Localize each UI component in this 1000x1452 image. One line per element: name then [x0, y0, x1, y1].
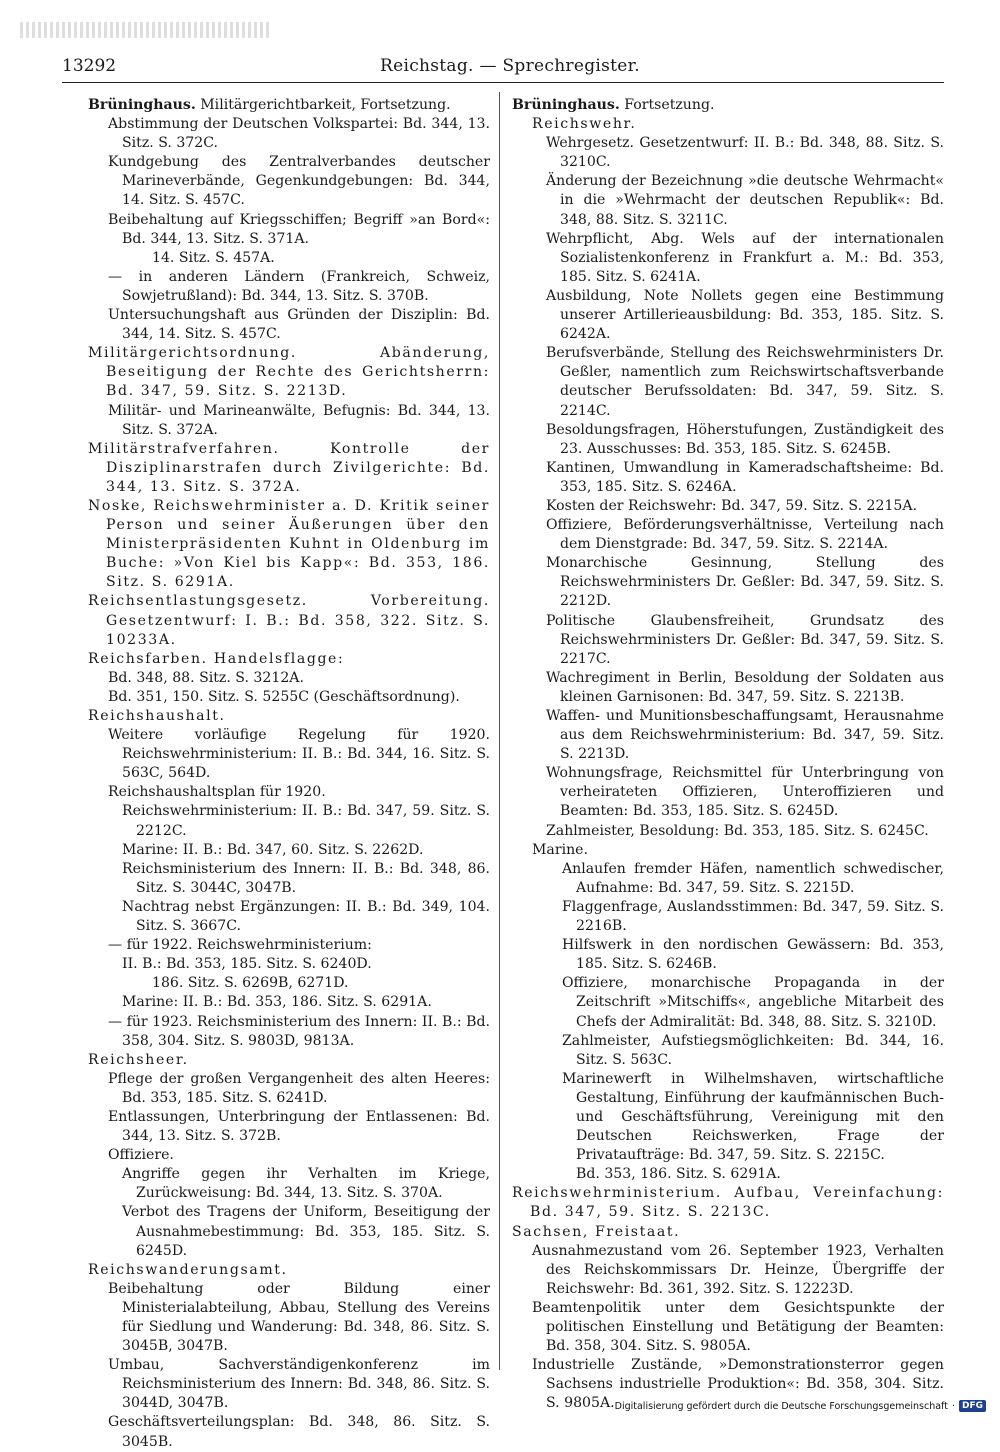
index-entry	[512, 764, 944, 821]
entry-text: Kundgebung des Zentralverbandes deutscher Marineverbände, Gegenkundgebungen: Bd. 344, 14. Sitz. S. 457C.	[108, 154, 490, 209]
entry-text: Reichswanderungsamt.	[88, 1261, 288, 1278]
index-entry	[88, 344, 490, 401]
entry-text: Reichsministerium des Innern: II. B.: Bd. 348, 86. Sitz. S. 3044C, 3047B.	[122, 860, 490, 896]
entry-text: Reichsheer.	[88, 1051, 189, 1068]
index-entry	[88, 96, 490, 115]
index-entry	[88, 440, 490, 497]
entry-text: Politische Glaubensfreiheit, Grundsatz des Reichswehrministers Dr. Geßler: Bd. 347, 59. Sitz. S. 2217C.	[546, 612, 944, 667]
entry-text: II. B.: Bd. 353, 185. Sitz. S. 6240D.	[122, 956, 372, 973]
entry-text: Bd. 351, 150. Sitz. S. 5255C (Geschäftsordnung).	[108, 688, 460, 705]
index-entry	[512, 344, 944, 420]
entry-text: Beibehaltung auf Kriegsschiffen; Begriff »an Bord«: Bd. 344, 13. Sitz. S. 371A.	[108, 211, 490, 247]
index-entry	[512, 459, 944, 497]
entry-text: Abstimmung der Deutschen Volkspartei: Bd. 344, 13. Sitz. S. 372C.	[108, 116, 490, 152]
entry-text: — in anderen Ländern (Frankreich, Schweiz, Sowjetrußland): Bd. 344, 13. Sitz. S. 370B.	[108, 268, 490, 304]
entry-head-name: Brüninghaus.	[88, 97, 196, 113]
index-entry	[88, 592, 490, 649]
index-entry	[88, 974, 490, 993]
entry-text: Weitere vorläufige Regelung für 1920. Reichswehrministerium: II. B.: Bd. 344, 16. Sitz. S. 563C, 564D.	[108, 727, 490, 782]
scan-artifact	[20, 22, 270, 38]
entry-text: Ausnahmezustand vom 26. September 1923, Verhalten des Reichskommissars Dr. Heinze, Übergriffe der Reichswehr: Bd. 361, 392. Sitz. S. 12223D.	[532, 1242, 944, 1297]
entry-text: Besoldungsfragen, Höherstufungen, Zuständigkeit des 23. Ausschusses: Bd. 353, 185. Sitz. S. 6245B.	[546, 421, 944, 457]
entry-text: Untersuchungshaft aus Gründen der Disziplin: Bd. 344, 14. Sitz. S. 457C.	[108, 307, 490, 343]
footer-text: Digitalisierung gefördert durch die Deutsche Forschungsgemeinschaft	[614, 1400, 948, 1412]
dfg-logo: DFG	[959, 1400, 986, 1412]
index-entry	[88, 898, 490, 936]
entry-text: — für 1923. Reichsministerium des Innern: II. B.: Bd. 358, 304. Sitz. S. 9803D, 9813A.	[108, 1013, 490, 1049]
index-entry	[88, 115, 490, 153]
entry-text: Berufsverbände, Stellung des Reichswehrministers Dr. Geßler, namentlich zum Reichswirtschaftsverbande deutscher Berufssoldaten: Bd. 347, 59. Sitz. S. 2214C.	[546, 345, 944, 419]
entry-text: Militärgerichtsordnung. Abänderung, Beseitigung der Rechte des Gerichtsherrn: Bd. 347, 59. Sitz. S. 2213D.	[88, 345, 490, 400]
entry-text: Offiziere, monarchische Propaganda in der Zeitschrift »Mitschiffs«, angebliche Mitarbeit des Chefs der Admiralität: Bd. 348, 88. Sitz. S. 3210D.	[562, 975, 944, 1030]
entry-text: Verbot des Tragens der Uniform, Beseitigung der Ausnahmebestimmung: Bd. 353, 185. Sitz. S. 6245D.	[122, 1204, 490, 1259]
entry-text: Reichswehrministerium: II. B.: Bd. 347, 59. Sitz. S. 2212C.	[122, 803, 490, 839]
entry-text: Reichswehrministerium. Aufbau, Vereinfachung: Bd. 347, 59. Sitz. S. 2213C.	[512, 1185, 944, 1221]
entry-text: Beibehaltung oder Bildung einer Ministerialabteilung, Abbau, Stellung des Vereins für Siedlung und Wanderung: Bd. 348, 86. Sitz. S. 3045B, 3047B.	[108, 1280, 490, 1355]
index-entry	[88, 1261, 490, 1280]
entry-text: Kantinen, Umwandlung in Kameradschaftsheime: Bd. 353, 185. Sitz. S. 6246A.	[546, 459, 944, 495]
entry-text: Marine: II. B.: Bd. 347, 60. Sitz. S. 2262D.	[122, 841, 424, 858]
index-entry	[512, 1165, 944, 1184]
index-entry	[88, 268, 490, 306]
entry-text: Militärgerichtbarkeit, Fortsetzung.	[200, 97, 451, 113]
right-column	[512, 96, 944, 1413]
entry-text: Geschäftsverteilungsplan: Bd. 348, 86. Sitz. S. 3045B.	[108, 1414, 490, 1450]
index-entry	[512, 134, 944, 172]
index-entry	[88, 1108, 490, 1146]
entry-text: Offiziere, Beförderungsverhältnisse, Verteilung nach dem Dienstgrade: Bd. 347, 59. Sitz. S. 2214A.	[546, 517, 944, 553]
index-entry	[512, 612, 944, 669]
entry-text: Entlassungen, Unterbringung der Entlassenen: Bd. 344, 13. Sitz. S. 372B.	[108, 1108, 490, 1145]
entry-text: 186. Sitz. S. 6269B, 6271D.	[152, 975, 349, 992]
index-entry	[512, 898, 944, 936]
index-entry	[88, 802, 490, 840]
entry-text: Sachsen, Freistaat.	[512, 1223, 681, 1240]
entry-text: Noske, Reichswehrminister a. D. Kritik seiner Person und seiner Äußerungen über den Ministerpräsidenten Kuhnt in Oldenburg im Buche: »Von Kiel bis Kapp«: Bd. 353, 186. Sitz. S. 6291A.	[88, 497, 490, 591]
index-entry	[88, 1356, 490, 1413]
index-entry	[512, 936, 944, 974]
column-divider	[499, 92, 500, 1370]
index-entry	[88, 726, 490, 783]
index-entry	[512, 974, 944, 1031]
footer-separator: ·	[951, 1400, 955, 1412]
index-entry	[88, 936, 490, 955]
index-entry	[512, 1223, 944, 1242]
index-entry	[88, 1013, 490, 1051]
entry-text: Wohnungsfrage, Reichsmittel für Unterbringung von verheirateten Offizieren, Unteroffizieren und Beamten: Bd. 353, 185. Sitz. S. 6245D.	[546, 765, 944, 820]
index-entry	[88, 1165, 490, 1203]
index-entry	[88, 707, 490, 726]
entry-text: — für 1922. Reichswehrministerium:	[108, 937, 372, 954]
index-entry	[512, 860, 944, 898]
index-entry	[88, 1051, 490, 1070]
index-entry	[512, 669, 944, 707]
entry-text: Marine.	[532, 841, 588, 858]
running-title: Reichstag. — Sprechregister.	[380, 56, 640, 76]
entry-text: Waffen- und Munitionsbeschaffungsamt, Herausnahme aus dem Reichswehrministerium: Bd. 347, 59. Sitz. S. 2213D.	[546, 708, 944, 763]
index-entry	[512, 1242, 944, 1299]
entry-text: Industrielle Zustände, »Demonstrationsterror gegen Sachsens industrielle Produktion«: Bd. 358, 304. Sitz. S. 9805A.	[532, 1357, 944, 1412]
entry-text: Wachregiment in Berlin, Besoldung der Soldaten aus kleinen Garnisonen: Bd. 347, 59. Sitz. S. 2213B.	[546, 669, 944, 705]
entry-text: Reichswehr.	[532, 116, 637, 133]
index-entry	[512, 172, 944, 229]
page-header	[62, 56, 944, 83]
entry-text: Reichsfarben. Handelsflagge:	[88, 650, 345, 667]
entry-text: Pflege der großen Vergangenheit des alten Heeres: Bd. 353, 185. Sitz. S. 6241D.	[108, 1070, 490, 1106]
page-number: 13292	[62, 56, 117, 76]
index-entry	[88, 1146, 490, 1165]
index-entry	[512, 1070, 944, 1165]
entry-text: Hilfswerk in den nordischen Gewässern: Bd. 353, 185. Sitz. S. 6246B.	[562, 937, 944, 973]
index-entry	[88, 955, 490, 974]
index-entry	[88, 1203, 490, 1260]
entry-text: Nachtrag nebst Ergänzungen: II. B.: Bd. 349, 104. Sitz. S. 3667C.	[122, 898, 490, 935]
entry-text: Flaggenfrage, Auslandsstimmen: Bd. 347, 59. Sitz. S. 2216B.	[562, 898, 944, 935]
entry-text: 14. Sitz. S. 457A.	[152, 249, 275, 266]
index-entry	[88, 783, 490, 802]
entry-text: Umbau, Sachverständigenkonferenz im Reichsministerium des Innern: Bd. 348, 86. Sitz. S. 3044D, 3047B.	[108, 1357, 490, 1412]
entry-text: Fortsetzung.	[624, 97, 715, 113]
index-entry	[88, 211, 490, 249]
index-entry	[88, 153, 490, 210]
index-entry	[88, 688, 490, 707]
entry-text: Ausbildung, Note Nollets gegen eine Bestimmung unserer Artillerieausbildung: Bd. 353, 185. Sitz. S. 6242A.	[546, 287, 944, 343]
index-entry	[512, 287, 944, 344]
index-entry	[512, 516, 944, 554]
entry-text: Reichshaushalt.	[88, 708, 226, 724]
index-entry	[88, 1070, 490, 1108]
entry-text: Reichshaushaltsplan für 1920.	[108, 784, 326, 801]
index-entry	[88, 860, 490, 898]
index-entry	[88, 841, 490, 860]
index-entry	[88, 249, 490, 268]
index-entry	[512, 1184, 944, 1222]
index-entry	[88, 993, 490, 1012]
index-entry	[512, 554, 944, 611]
index-entry	[512, 707, 944, 764]
entry-text: Bd. 348, 88. Sitz. S. 3212A.	[108, 669, 304, 686]
footer	[615, 1400, 986, 1412]
index-entry	[512, 1032, 944, 1070]
entry-text: Zahlmeister, Besoldung: Bd. 353, 185. Sitz. S. 6245C.	[546, 822, 929, 839]
entry-text: Beamtenpolitik unter dem Gesichtspunkte der politischen Einstellung und Betätigung der Beamten: Bd. 358, 304. Sitz. S. 9805A.	[532, 1299, 944, 1355]
index-entry	[88, 1413, 490, 1451]
entry-text: Wehrpflicht, Abg. Wels auf der internationalen Sozialistenkonferenz in Frankfurt a. M.: Bd. 353, 185. Sitz. S. 6241A.	[546, 230, 944, 285]
index-entry	[512, 96, 944, 115]
index-entry	[88, 497, 490, 592]
entry-text: Offiziere.	[108, 1147, 174, 1164]
index-entry	[512, 230, 944, 287]
entry-text: Marine: II. B.: Bd. 353, 186. Sitz. S. 6291A.	[122, 994, 432, 1011]
left-column	[88, 96, 490, 1452]
entry-text: Marinewerft in Wilhelmshaven, wirtschaftliche Gestaltung, Einführung der kaufmännischen Buch- und Geschäftsführung, Vereinigung mit den Deutschen Reichswerken, Frage der Privataufträge: Bd. 347, 59. Sitz. S. 2215C.	[562, 1070, 944, 1164]
index-entry	[88, 402, 490, 440]
entry-text: Zahlmeister, Aufstiegsmöglichkeiten: Bd. 344, 16. Sitz. S. 563C.	[562, 1032, 944, 1068]
index-entry	[512, 497, 944, 516]
index-entry	[512, 822, 944, 841]
index-entry	[88, 650, 490, 669]
entry-text: Wehrgesetz. Gesetzentwurf: II. B.: Bd. 348, 88. Sitz. S. 3210C.	[546, 135, 944, 171]
index-entry	[512, 115, 944, 134]
entry-text: Bd. 353, 186. Sitz. S. 6291A.	[576, 1166, 781, 1183]
entry-text: Militär- und Marineanwälte, Befugnis: Bd. 344, 13. Sitz. S. 372A.	[108, 402, 490, 438]
entry-text: Angriffe gegen ihr Verhalten im Kriege, Zurückweisung: Bd. 344, 13. Sitz. S. 370A.	[122, 1166, 490, 1202]
index-entry	[88, 669, 490, 688]
index-entry	[88, 306, 490, 344]
entry-text: Kosten der Reichswehr: Bd. 347, 59. Sitz. S. 2215A.	[546, 497, 918, 514]
entry-text: Monarchische Gesinnung, Stellung des Reichswehrministers Dr. Geßler: Bd. 347, 59. Sitz. S. 2212D.	[546, 555, 944, 610]
entry-head-name: Brüninghaus.	[512, 97, 620, 113]
entry-text: Reichsentlastungsgesetz. Vorbereitung. Gesetzentwurf: I. B.: Bd. 358, 322. Sitz. S. 10233A.	[88, 593, 490, 648]
entry-text: Änderung der Bezeichnung »die deutsche Wehrmacht« in die »Wehrmacht der deutschen Republik«: Bd. 348, 88. Sitz. S. 3211C.	[546, 173, 944, 228]
index-entry	[512, 841, 944, 860]
index-entry	[88, 1280, 490, 1356]
entry-text: Anlaufen fremder Häfen, namentlich schwedischer, Aufnahme: Bd. 347, 59. Sitz. S. 2215D.	[562, 860, 944, 896]
index-entry	[512, 1299, 944, 1356]
index-entry	[512, 421, 944, 459]
entry-text: Militärstrafverfahren. Kontrolle der Disziplinarstrafen durch Zivilgerichte: Bd. 344, 13. Sitz. S. 372A.	[88, 440, 490, 495]
